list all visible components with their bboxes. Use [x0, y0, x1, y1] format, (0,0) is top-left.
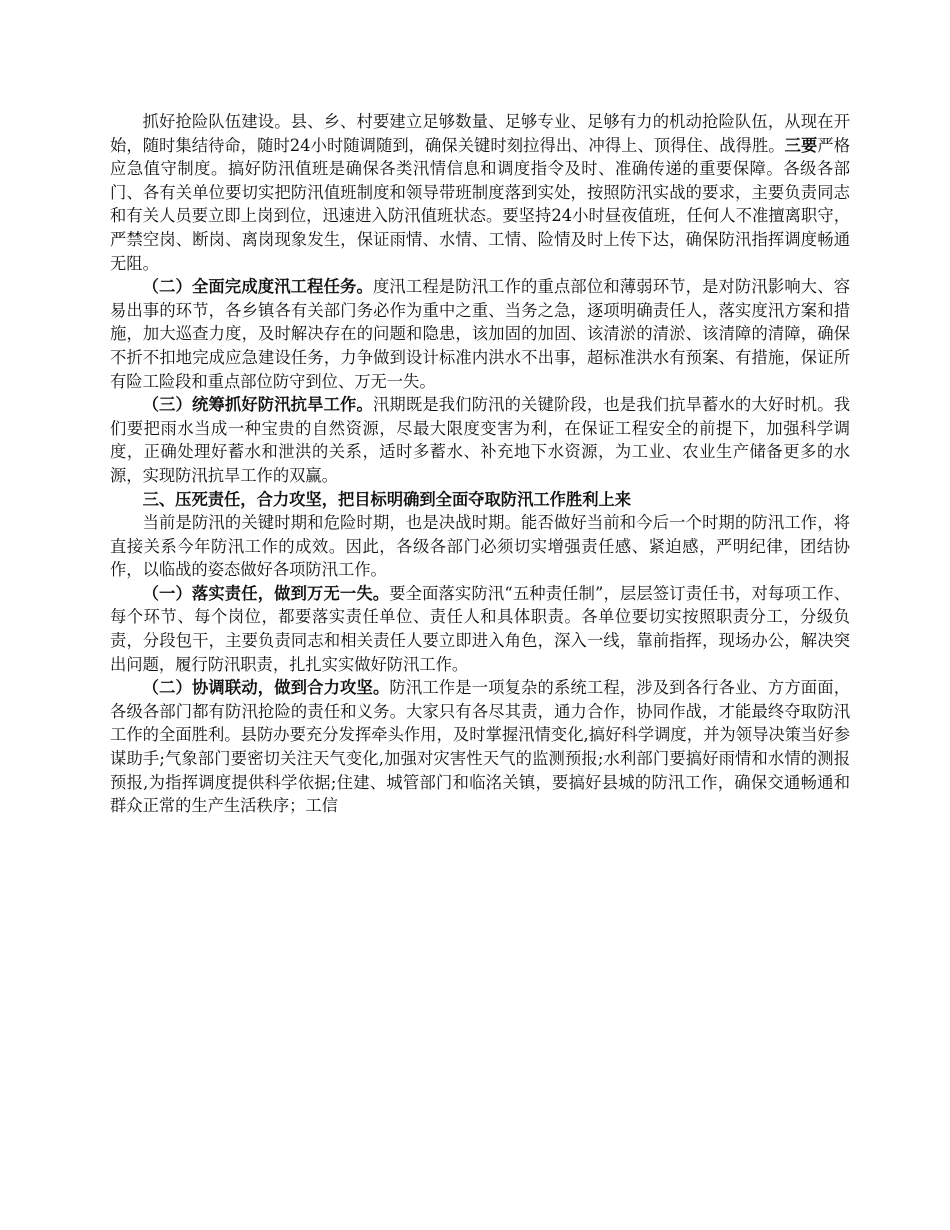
paragraph-lead: （三）统筹抓好防汛抗旱工作。 [142, 395, 373, 415]
paragraph-text: 汛期既是我们防汛的关键阶段，也是我们抗旱蓄水的大好时机。我们要把雨水当成一种宝贵的自然资源，尽最大限度变害为利，在保证工程安全的前提下，加强科学调度，正确处理好蓄水和泄洪的关系，适时多蓄水、补充地下水资源，为工业、农业生产储备更多的水源，实现防汛抗旱工作的双赢。 [110, 395, 850, 485]
paragraph-responsibility [110, 582, 850, 676]
section-heading: 三、压死责任，合力攻坚，把目标明确到全面夺取防汛工作胜利上来 [142, 489, 632, 509]
paragraph-coordination [110, 676, 850, 818]
paragraph-drought [110, 393, 850, 487]
paragraph-text: 要全面落实防汛“五种责任制”，层层签订责任书，对每项工作、每个环节、每个岗位，都要落实责任单位、责任人和具体职责。各单位要切实按照职责分工，分级负责，分段包干，主要负责同志和相关责任人要立即进入角色，深入一线，靠前指挥，现场办公，解决突出问题，履行防汛职责，扎扎实实做好防汛工作。 [110, 583, 850, 674]
paragraph-lead: 三要 [784, 135, 818, 155]
paragraph-text: 严格应急值守制度。搞好防汛值班是确保各类汛情信息和调度指令及时、准确传递的重要保障。各级各部门、各有关单位要切实把防汛值班制度和领导带班制度落到实处，按照防汛实战的要求，主要负责同志和有关人员要立即上岗到位，迅速进入防汛值班状态。要坚持24小时昼夜值班，任何人不准擅离职守，严禁空岗、断岗、离岗现象发生，保证雨情、水情、工情、险情及时上传下达，确保防汛指挥调度畅通无阻。 [110, 135, 850, 273]
paragraph-text: 抓好抢险队伍建设。县、乡、村要建立足够数量、足够专业、足够有力的机动抢险队伍，从现在开始，随时集结待命，随时24小时随调随到，确保关键时刻拉得出、冲得上、顶得住、战得胜。 [110, 112, 850, 155]
paragraph-lead: （二）全面完成度汛工程任务。 [142, 277, 373, 297]
paragraph-lead: （一）落实责任，做到万无一失。 [142, 583, 390, 603]
paragraph-flood-works [110, 275, 850, 393]
paragraph-text: 度汛工程是防汛工作的重点部位和薄弱环节，是对防汛影响大、容易出事的环节，各乡镇各有关部门务必作为重中之重、当务之急，逐项明确责任人，落实度汛方案和措施，加大巡查力度，及时解决存在的问题和隐患，该加固的加固、该清淤的清淤、该清障的清障，确保不折不扣地完成应急建设任务，力争做到设计标准内洪水不出事，超标准洪水有预案、有措施，保证所有险工险段和重点部位防守到位、万无一失。 [110, 277, 850, 391]
paragraph-rescue-team [110, 110, 850, 275]
document-page [110, 110, 850, 818]
paragraph-text: 当前是防汛的关键时期和危险时期，也是决战时期。能否做好当前和今后一个时期的防汛工作，将直接关系今年防汛工作的成效。因此，各级各部门必须切实增强责任感、紧迫感，严明纪律，团结协作，以临战的姿态做好各项防汛工作。 [110, 513, 850, 580]
paragraph-text: 防汛工作是一项复杂的系统工程，涉及到各行各业、方方面面，各级各部门都有防汛抢险的责任和义务。大家只有各尽其责，通力合作，协同作战，才能最终夺取防汛工作的全面胜利。县防办要充分发挥牵头作用，及时掌握汛情变化,搞好科学调度，并为领导决策当好参谋助手;气象部门要密切关注天气变化,加强对灾害性天气的监测预报;水利部门要搞好雨情和水情的测报预报,为指挥调度提供科学依据;住建、城管部门和临洺关镇，要搞好县城的防汛工作，确保交通畅通和群众正常的生产生活秩序；工信 [110, 678, 850, 816]
paragraph-critical-period [110, 511, 850, 582]
paragraph-lead: （二）协调联动，做到合力攻坚。 [142, 678, 390, 698]
